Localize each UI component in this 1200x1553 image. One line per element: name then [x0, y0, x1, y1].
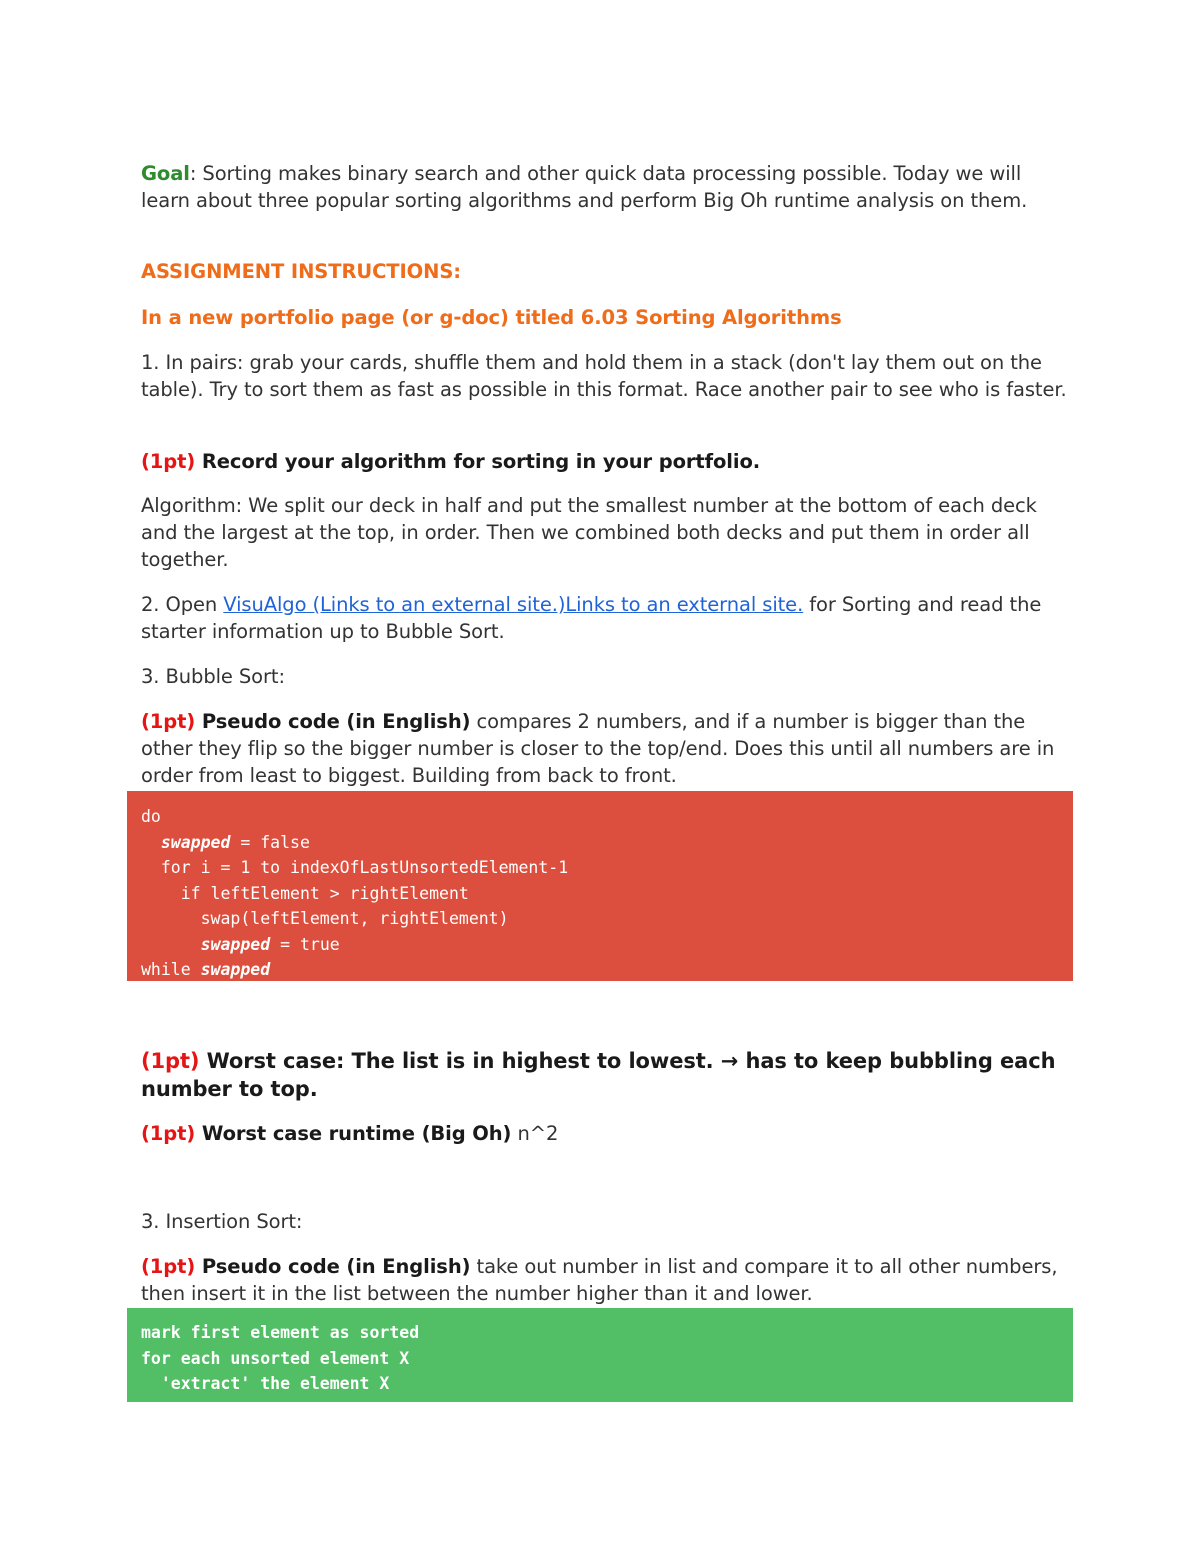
goal-paragraph — [141, 160, 1071, 214]
bubble-pseudo-paragraph — [141, 708, 1071, 789]
worst-case-text: Worst case: The list is in highest to lowest. → has to keep bubbling each number to top. — [141, 1049, 1056, 1101]
visualgo-link[interactable]: VisuAlgo (Links to an external site.)Links to an external site. — [223, 593, 804, 616]
record-algorithm-text: Record your algorithm for sorting in your portfolio. — [195, 450, 761, 473]
insertion-pseudo-label: Pseudo code (in English) — [195, 1255, 471, 1278]
assignment-heading: ASSIGNMENT INSTRUCTIONS: — [141, 260, 461, 283]
step1-paragraph: 1. In pairs: grab your cards, shuffle them and hold them in a stack (don't lay them out on the table). Try to sort them as fast as possible in this format. Race another pair to see who is faster. — [141, 351, 1067, 401]
points-badge: (1pt) — [141, 1049, 200, 1073]
code-line: 'extract' the element X — [141, 1374, 390, 1393]
goal-text: : Sorting makes binary search and other quick data processing possible. Today we will learn about three popular sorting algorithms and perform Big Oh runtime analysis on them. — [141, 162, 1028, 212]
points-badge: (1pt) — [141, 1122, 196, 1145]
bubble-sort-code-block — [127, 791, 1073, 981]
code-line: swapped = false — [160, 832, 310, 852]
code-line: for each unsorted element X — [141, 1348, 410, 1368]
bubble-pseudo-label: Pseudo code (in English) — [195, 710, 471, 733]
code-line: for i = 1 to indexOfLastUnsortedElement-1 — [141, 858, 569, 877]
record-algorithm-paragraph — [141, 448, 1071, 475]
code-line: while swapped — [141, 960, 271, 979]
algorithm-answer: Algorithm: We split our deck in half and put the smallest number at the bottom of each deck and the largest at the top, in order. Then we combined both decks and put them in order all together. — [141, 494, 1037, 571]
step3-insertion-heading: 3. Insertion Sort: — [141, 1210, 303, 1233]
worst-runtime-paragraph — [141, 1120, 1071, 1147]
worst-case-paragraph — [141, 1047, 1071, 1103]
goal-label: Goal — [141, 162, 190, 185]
code-line: mark first element as sorted — [141, 1323, 420, 1342]
points-badge: (1pt) — [141, 1255, 196, 1278]
code-line: if leftElement > rightElement — [141, 883, 469, 903]
step2-suffix: for Sorting and read the starter information up to Bubble Sort. — [141, 593, 1042, 643]
insertion-pseudo-paragraph — [141, 1253, 1071, 1307]
code-line: do — [141, 807, 161, 826]
worst-runtime-label: Worst case runtime (Big Oh) — [195, 1122, 512, 1145]
step3-bubble-heading: 3. Bubble Sort: — [141, 665, 285, 688]
insertion-sort-code-block — [127, 1308, 1073, 1402]
step2-paragraph — [141, 591, 1071, 645]
points-badge: (1pt) — [141, 450, 196, 473]
code-line: swapped = true — [200, 934, 340, 954]
worst-runtime-answer: n^2 — [511, 1122, 559, 1145]
points-badge: (1pt) — [141, 710, 196, 733]
bubble-pseudo-text: compares 2 numbers, and if a number is bigger than the other they flip so the bigger number is closer to the top/end. Does this until all numbers are in order from least to biggest. Building from back to front. — [141, 710, 1055, 787]
insertion-pseudo-text: take out number in list and compare it to all other numbers, then insert it in the list between the number higher than it and lower. — [141, 1255, 1058, 1305]
code-line: swap(leftElement, rightElement) — [141, 909, 509, 928]
step2-prefix: 2. Open — [141, 593, 224, 616]
portfolio-instruction: In a new portfolio page (or g-doc) titled 6.03 Sorting Algorithms — [141, 306, 842, 329]
